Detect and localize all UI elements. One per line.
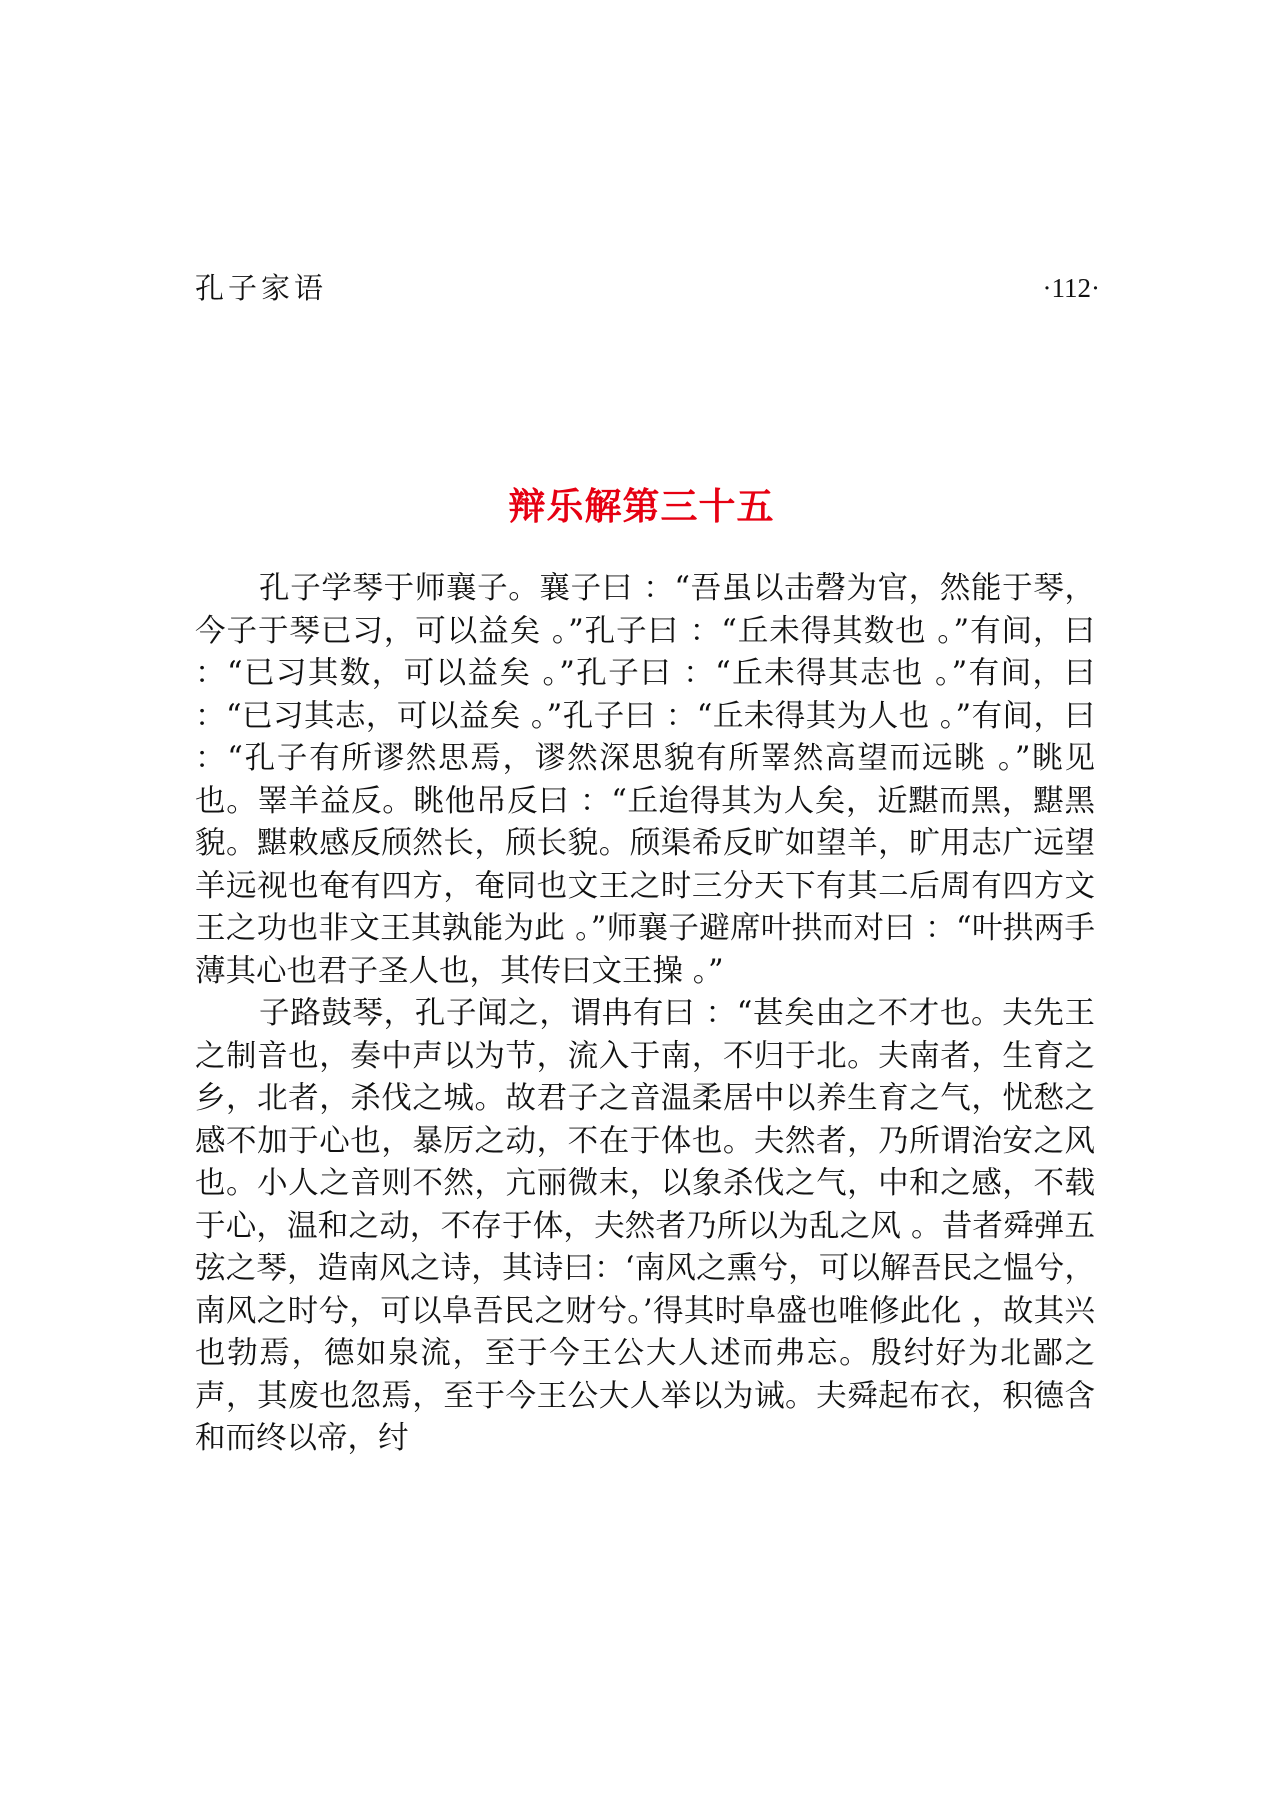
paragraph: 孔子学琴于师襄子。襄子曰 ：“吾虽以击磬为官，然能于琴，今子于琴已习，可以益矣 。”孔子曰 ：“丘未得其数也 。”有间，曰 ：“已习其数，可以益矣 。”孔子曰 ：“丘未得其志也 。”有间，曰 ：“已习其志，可以益矣 。”孔子曰 ：“丘未得其为人也 。”有间，曰 ：“孔子有所谬然思焉，谬然深思貌有所睪然高望而远眺 。”眺见也。睪羊益反。眺他吊反曰 ：“丘迨得其为人矣，近黮而黑，黮黑貌。黮敕感反颀然长，颀长貌。颀渠希反旷如望羊，旷用志广远望羊远视也奄有四方，奄同也文王之时三分天下有其二后周有四方文王之功也非文王其孰能为此 。”师襄子避席叶拱而对曰 ：“叶拱两手薄其心也君子圣人也，其传曰文王操 。”: [195, 571, 1095, 989]
paragraph: 子路鼓琴，孔子闻之，谓冉有曰 ：“甚矣由之不才也。夫先王之制音也，奏中声以为节，流入于南，不归于北。夫南者，生育之乡，北者，杀伐之城。故君子之音温柔居中以养生育之气，忧愁之感不加于心也，暴厉之动，不在于体也。夫然者，乃所谓治安之风也。小人之音则不然，亢丽微末，以象杀伐之气，中和之感，不载于心，温和之动，不存于体，夫然者乃所以为乱之风 。昔者舜弹五弦之琴，造南风之诗，其诗曰：‘南风之熏兮，可以解吾民之愠兮，南风之时兮，可以阜吾民之财兮。’得其时阜盛也唯修此化 ，故其兴也勃焉，德如泉流，至于今王公大人述而弗忘。殷纣好为北鄙之声，其废也忽焉，至于今王公大人举以为诫。夫舜起布衣，积德含和而终以帝，纣: [195, 996, 1095, 1456]
body-text: [195, 568, 1095, 1461]
chapter-title: 辩乐解第三十五: [508, 484, 775, 528]
book-title: 孔子家语: [195, 271, 328, 305]
page-number: ·112·: [1042, 273, 1100, 303]
running-header: [195, 268, 1100, 308]
